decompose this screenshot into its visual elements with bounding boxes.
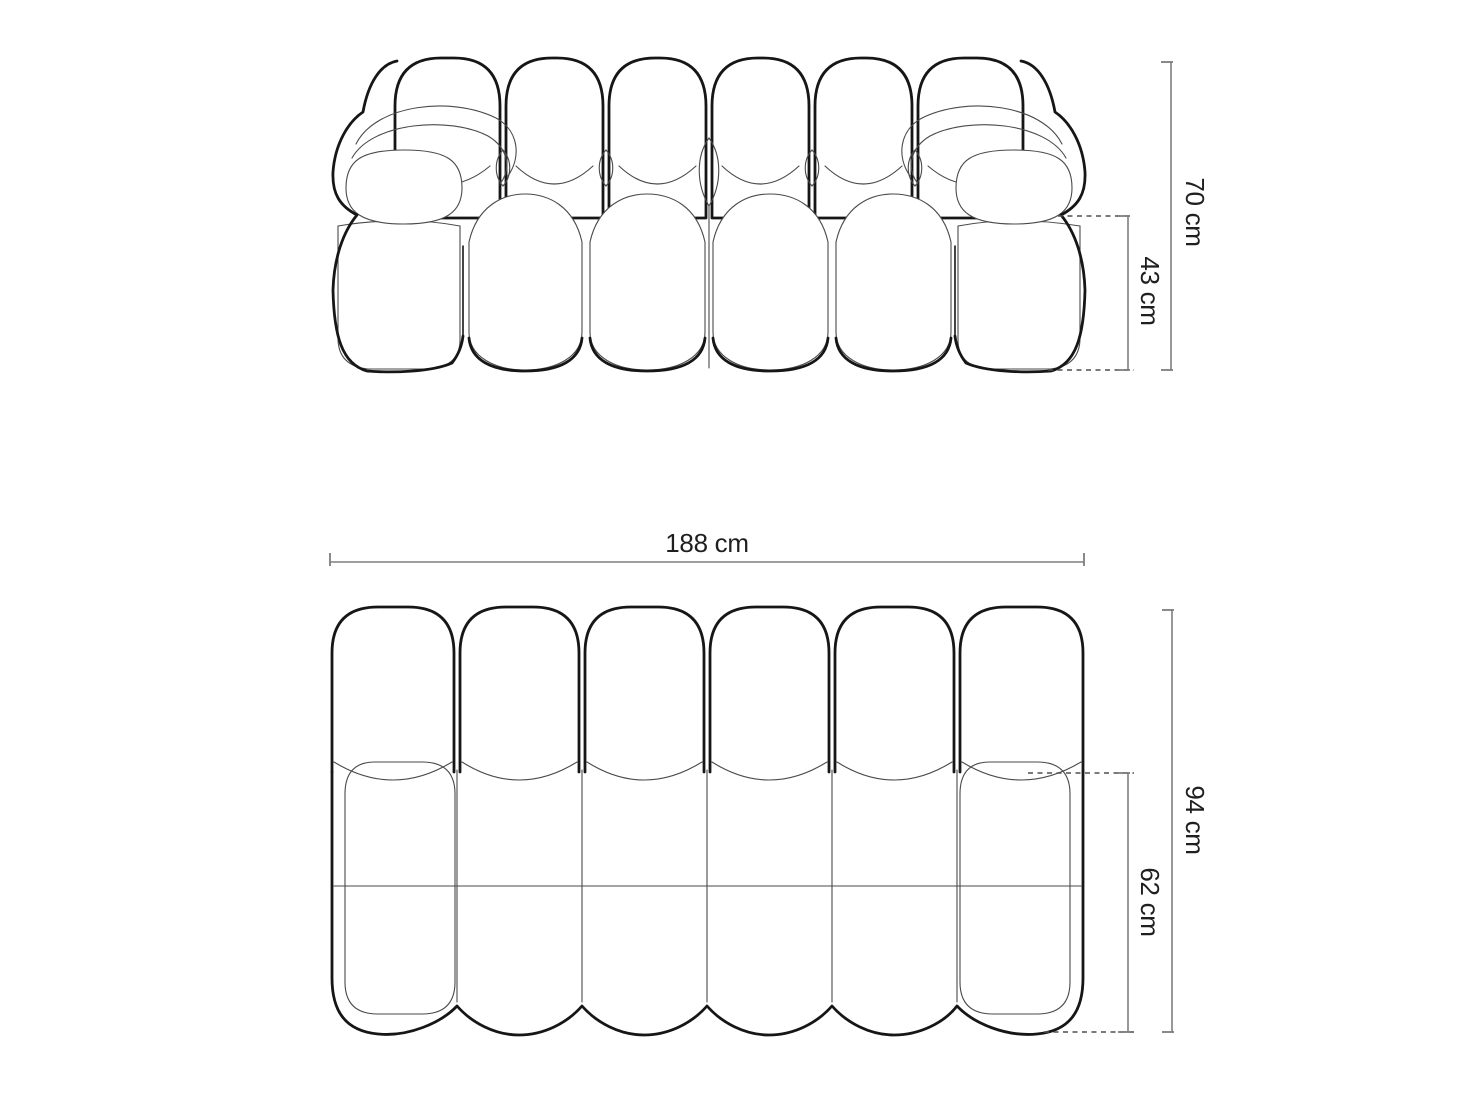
front-seat-cushions <box>469 194 951 371</box>
top-back-cushion-scallop <box>587 762 702 780</box>
armrest-base-left <box>338 221 460 369</box>
top-seams <box>334 770 1081 1002</box>
top-back-cushion-scallop <box>837 762 952 780</box>
armrest-base-right <box>958 221 1080 369</box>
dimension-seat-depth <box>1118 773 1165 1032</box>
seat-cushion <box>590 194 705 370</box>
top-armrest-right <box>960 762 1070 1014</box>
back-cushion <box>712 58 809 218</box>
seat-cushion <box>469 194 582 370</box>
top-back-cushion <box>460 607 579 772</box>
top-back-cushion-scallop <box>462 762 577 780</box>
seat-cushion <box>713 194 828 370</box>
back-cushion <box>609 58 706 218</box>
top-back-cushion <box>710 607 829 772</box>
dimension-total-width <box>330 528 1084 566</box>
front-view <box>333 58 1210 372</box>
top-back-cushions <box>332 607 1083 780</box>
top-view <box>330 528 1210 1035</box>
top-armrest-left <box>345 762 455 1014</box>
dimension-label-70cm: 70 cm <box>1180 177 1210 247</box>
dimension-label-94cm: 94 cm <box>1180 785 1210 855</box>
dimension-label-62cm: 62 cm <box>1135 867 1165 937</box>
top-back-cushion <box>332 607 454 772</box>
armrest-pillow <box>956 150 1072 224</box>
top-back-cushion-scallop <box>712 762 827 780</box>
top-back-cushion <box>960 607 1083 772</box>
armrest-pillow <box>346 150 462 224</box>
dimension-total-depth <box>1162 610 1210 1032</box>
dimension-seat-height <box>1118 216 1165 370</box>
dimension-label-43cm: 43 cm <box>1135 256 1165 326</box>
dimension-total-height <box>1161 62 1210 370</box>
dimension-label-188cm: 188 cm <box>665 528 749 558</box>
seat-cushion <box>836 194 951 370</box>
top-back-cushion <box>585 607 704 772</box>
top-back-cushion <box>835 607 954 772</box>
